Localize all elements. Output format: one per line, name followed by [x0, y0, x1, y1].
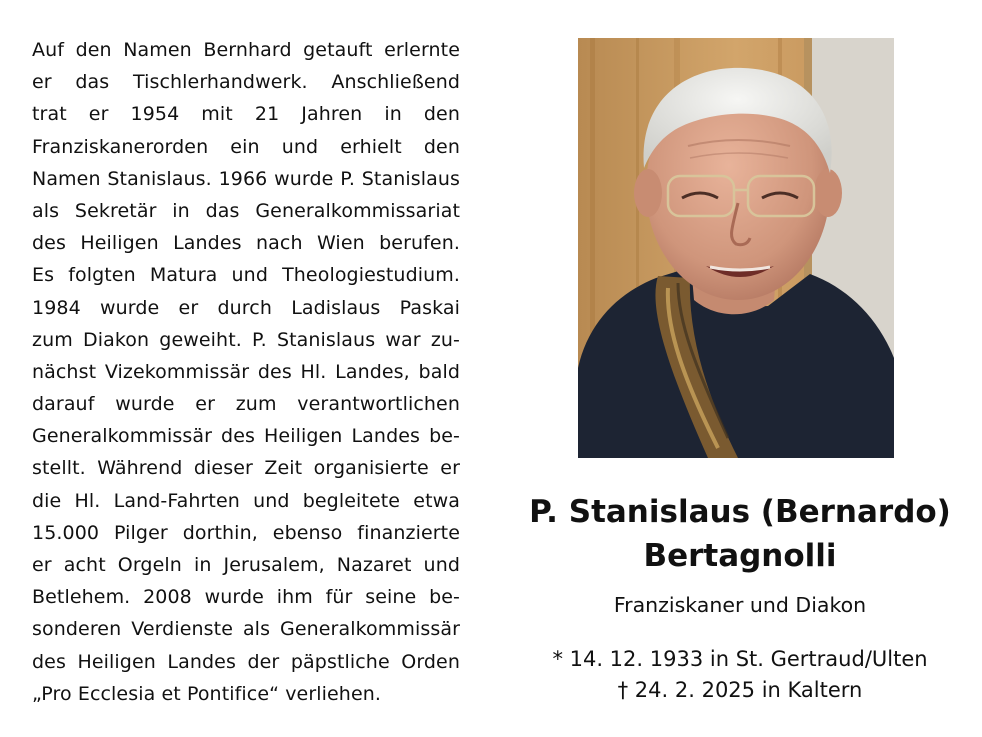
death-date: † 24. 2. 2025 in Kaltern — [617, 678, 863, 702]
biography-line: als Sekretär in das Generalkommissariat — [32, 199, 460, 222]
biography-line: stellt. Während dieser Zeit organisierte er — [32, 457, 460, 480]
biography-line: Namen Stanislaus. 1966 wurde P. Stanislaus — [32, 167, 460, 190]
biography-line: er acht Orgeln in Jerusalem, Nazaret und — [32, 554, 460, 576]
biography-line: er das Tischlerhandwerk. Anschließend — [32, 71, 460, 94]
person-role: Franziskaner und Diakon — [613, 593, 867, 617]
biography-line: 1984 wurde er durch Ladislaus Paskai — [32, 296, 460, 319]
biography-line: trat er 1954 mit 21 Jahren in den — [32, 103, 460, 126]
biography-text — [32, 34, 460, 710]
portrait-photo — [578, 38, 894, 458]
biography-line: die Hl. Land-Fahrten und begleitete etwa — [32, 489, 460, 512]
biography-line: Betlehem. 2008 wurde ihm für seine be- — [32, 586, 460, 609]
biography-line: „Pro Ecclesia et Pontifice“ verliehen. — [32, 682, 382, 705]
biography-line: des Heiligen Landes nach Wien berufen. — [32, 232, 460, 255]
birth-date: * 14. 12. 1933 in St. Gertraud/Ulten — [552, 647, 928, 671]
biography-line: des Heiligen Landes der päpstliche Orden — [32, 650, 460, 673]
biography-line: 15.000 Pilger dorthin, ebenso finanzierte — [32, 521, 460, 544]
biography-line: darauf wurde er zum verantwortlichen — [32, 393, 460, 416]
biography-line: Es folgten Matura und Theologiestudium. — [32, 264, 460, 287]
biography-line: Franziskanerorden ein und erhielt den — [32, 135, 460, 158]
person-name-line-2: Bertagnolli — [643, 538, 837, 574]
biography-line: Auf den Namen Bernhard getauft erlernte — [32, 39, 460, 61]
person-name-line-1: P. Stanislaus (Bernardo) — [529, 494, 951, 530]
biography-line: nächst Vizekommissär des Hl. Landes, bald — [32, 360, 460, 383]
biography-line: sonderen Verdienste als Generalkommissär — [32, 618, 460, 641]
biography-line: Generalkommissär des Heiligen Landes be- — [32, 425, 460, 448]
biography-line: zum Diakon geweiht. P. Stanislaus war zu- — [32, 328, 460, 351]
